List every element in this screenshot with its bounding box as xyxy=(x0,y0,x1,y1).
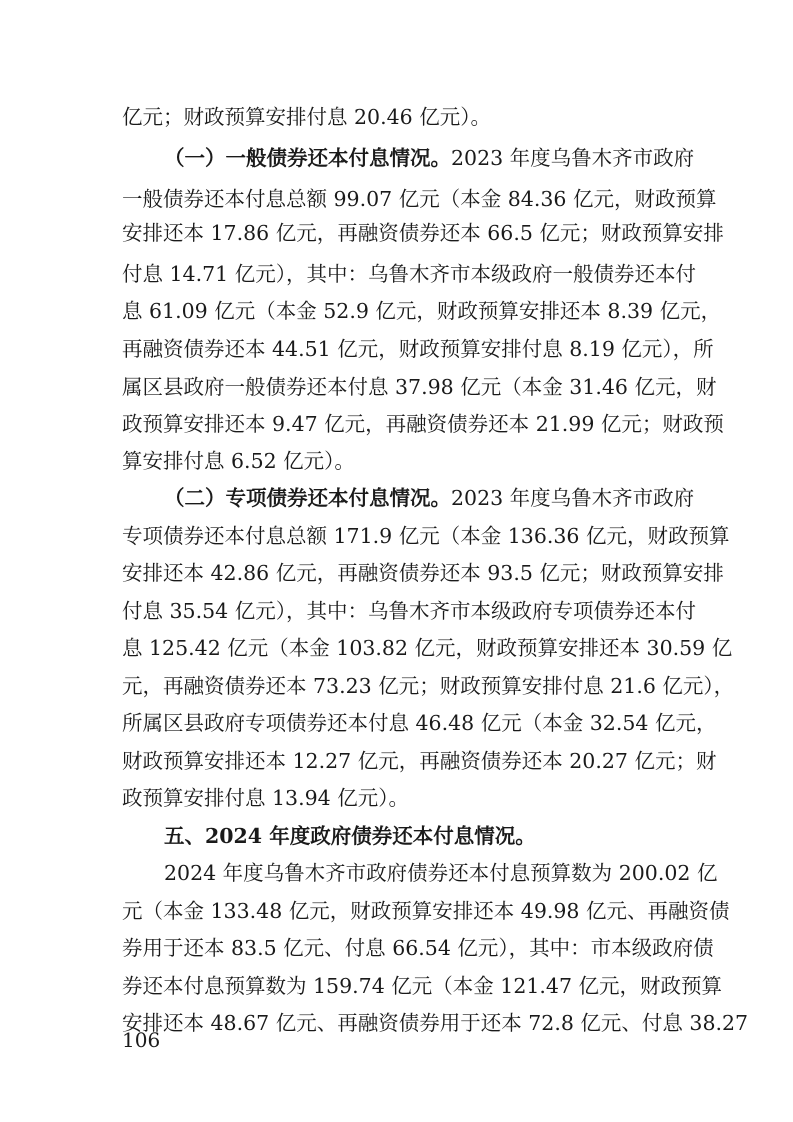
section-heading-general-bonds: （一）一般债券还本付息情况。2023 年度乌鲁木齐市政府 xyxy=(164,146,695,170)
text-line-7: 再融资债券还本 44.51 亿元，财政预算安排付息 8.19 亿元），所 xyxy=(122,337,714,361)
text-line-21: 2024 年度乌鲁木齐市政府债券还本付息预算数为 200.02 亿 xyxy=(164,861,718,885)
bold-heading: 五、2024 年度政府债券还本付息情况。 xyxy=(164,824,536,848)
text-line-13: 安排还本 42.86 亿元，再融资债券还本 93.5 亿元；财政预算安排 xyxy=(122,561,724,585)
text-line-3: 一般债券还本付息总额 99.07 亿元（本金 84.36 亿元，财政预算 xyxy=(122,187,717,211)
text-line-22: 元（本金 133.48 亿元，财政预算安排还本 49.98 亿元、再融资债 xyxy=(122,899,730,923)
text-line-17: 所属区县政府专项债券还本付息 46.48 亿元（本金 32.54 亿元， xyxy=(122,711,717,735)
text-line-12: 专项债券还本付息总额 171.9 亿元（本金 136.36 亿元，财政预算 xyxy=(122,524,730,548)
section-heading-2024 xyxy=(164,826,678,847)
text-line-24: 券还本付息预算数为 159.74 亿元（本金 121.47 亿元，财政预算 xyxy=(122,974,723,998)
text-line-6: 息 61.09 亿元（本金 52.9 亿元，财政预算安排还本 8.39 亿元， xyxy=(122,299,722,323)
bold-heading: （二）专项债券还本付息情况。 xyxy=(164,486,451,510)
page-number: 106 xyxy=(122,1028,161,1052)
text-line-5: 付息 14.71 亿元），其中：乌鲁木齐市本级政府一般债券还本付 xyxy=(122,262,696,286)
text-line-10: 算安排付息 6.52 亿元）。 xyxy=(122,449,355,473)
text-line-9: 政预算安排还本 9.47 亿元，再融资债券还本 21.99 亿元；财政预 xyxy=(122,412,724,436)
text-line-15: 息 125.42 亿元（本金 103.82 亿元，财政预算安排还本 30.59 亿 xyxy=(122,636,733,660)
text-line-1: 亿元；财政预算安排付息 20.46 亿元）。 xyxy=(122,105,491,129)
text-line-4: 安排还本 17.86 亿元，再融资债券还本 66.5 亿元；财政预算安排 xyxy=(122,221,724,245)
bold-heading: （一）一般债券还本付息情况。 xyxy=(164,146,451,170)
text-line-16: 元，再融资债券还本 73.23 亿元；财政预算安排付息 21.6 亿元）， xyxy=(122,674,735,698)
text-line-14: 付息 35.54 亿元），其中：乌鲁木齐市本级政府专项债券还本付 xyxy=(122,599,696,623)
section-heading-special-bonds: （二）专项债券还本付息情况。2023 年度乌鲁木齐市政府 xyxy=(164,486,695,510)
text-line-18: 财政预算安排还本 12.27 亿元，再融资债券还本 20.27 亿元；财 xyxy=(122,749,717,773)
text-line-8: 属区县政府一般债券还本付息 37.98 亿元（本金 31.46 亿元，财 xyxy=(122,375,717,399)
text-line-23: 券用于还本 83.5 亿元、付息 66.54 亿元），其中：市本级政府债 xyxy=(122,936,714,960)
text-line-19: 政预算安排付息 13.94 亿元）。 xyxy=(122,786,409,810)
text-line-25: 安排还本 48.67 亿元、再融资债券用于还本 72.8 亿元、付息 38.27 xyxy=(122,1011,749,1035)
